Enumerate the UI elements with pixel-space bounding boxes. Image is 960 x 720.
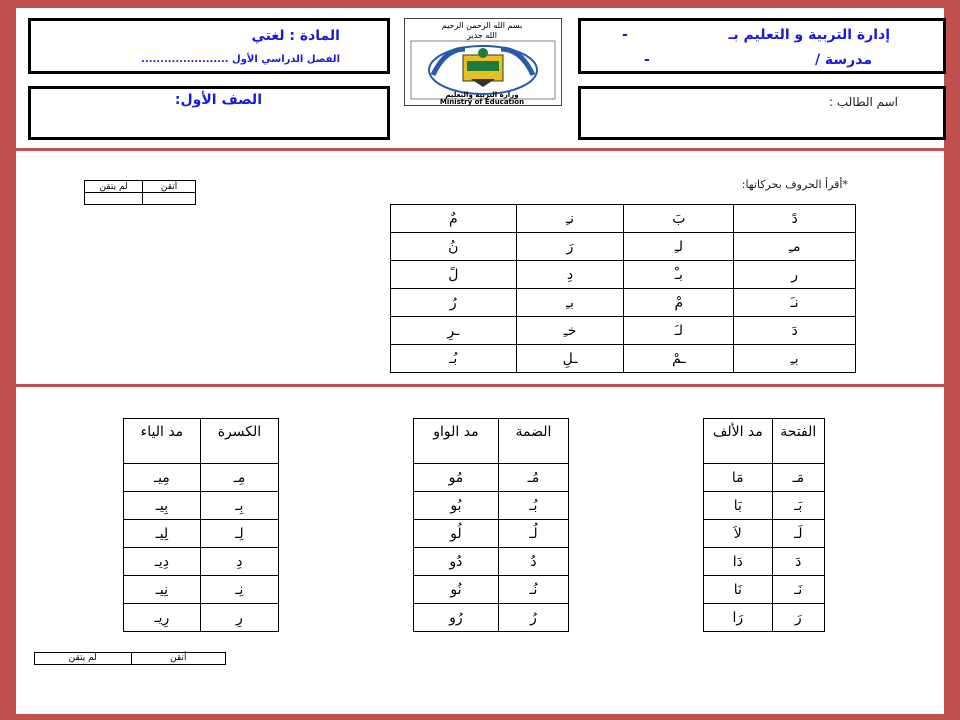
long-vowel-cell: بُو [414,492,499,520]
long-vowel-cell: لِيـ [124,520,201,548]
reading-cell: بَ [624,205,734,233]
vowel-row [414,520,569,548]
short-vowel-cell: لَـ [772,520,824,548]
vowel-row [704,576,825,604]
ministry-logo [404,18,562,106]
reading-cell: دِ [516,261,624,289]
ministry-name-ar: وزارة التربية والتعليم [445,91,519,99]
section-divider-2 [16,384,944,387]
long-vowel-header: مد الياء [124,419,201,464]
mastered-label: أتقن [143,181,196,193]
vowel-row [124,604,279,632]
short-vowel-cell: نَـ [772,576,824,604]
reading-cell: بـِ [734,345,856,373]
reading-row [391,205,856,233]
long-vowel-cell: نِيـ [124,576,201,604]
mastery-table-2 [34,652,226,665]
reading-row [391,261,856,289]
long-vowel-cell: لُو [414,520,499,548]
reading-cell: ـلِ [516,345,624,373]
vowel-row [124,548,279,576]
short-vowel-cell: دُ [498,548,568,576]
vowel-row [124,464,279,492]
long-vowel-cell: دَا [704,548,773,576]
long-vowel-cell: رَا [704,604,773,632]
vowel-row [414,464,569,492]
short-vowel-cell: رُ [498,604,568,632]
reading-cell: بـِ [516,289,624,317]
short-vowel-cell: دَ [772,548,824,576]
short-vowel-header: الكسرة [200,419,278,464]
not-mastered-label-2: لم يتقن [68,653,97,663]
reading-cell: ـمْ [624,345,734,373]
subject-box [28,18,390,74]
short-vowel-cell: مُـ [498,464,568,492]
mastered-cell[interactable] [143,193,196,205]
short-vowel-cell: دِ [200,548,278,576]
vowel-row [414,576,569,604]
short-vowel-cell: مِـ [200,464,278,492]
short-vowel-cell: بَـ [772,492,824,520]
reading-row [391,317,856,345]
reading-cell: نـِ [516,205,624,233]
long-vowel-cell: مَا [704,464,773,492]
reading-cell: دَ [734,317,856,345]
subject-label: المادة : لغتي [251,28,340,44]
vowel-row [704,520,825,548]
kasra-table [123,418,279,632]
long-vowel-cell: بِيـ [124,492,201,520]
ministry-name-en: Ministry of Education [439,98,525,106]
reading-cell: ـرِ [391,317,517,345]
school-label: مدرسة / [814,52,872,68]
reading-row [391,289,856,317]
mastery-table-1 [84,180,196,205]
long-vowel-cell: نُو [414,576,499,604]
reading-table [390,204,856,373]
reading-cell: دً [734,205,856,233]
reading-cell: ر [734,261,856,289]
short-vowel-cell: نُـ [498,576,568,604]
long-vowel-cell: دُو [414,548,499,576]
vowel-row [704,548,825,576]
long-vowel-header: مد الألف [704,419,773,464]
short-vowel-cell: لُـ [498,520,568,548]
reading-cell: مْ [624,289,734,317]
long-vowel-cell: بَا [704,492,773,520]
reading-cell: نُ [391,233,517,261]
vowel-row [414,548,569,576]
vowel-row [704,492,825,520]
vowel-row [704,604,825,632]
long-vowel-header: مد الواو [414,419,499,464]
reading-row [391,233,856,261]
long-vowel-cell: مِيـ [124,464,201,492]
long-vowel-cell: دِيـ [124,548,201,576]
school-dot: - [644,52,650,68]
long-vowel-cell: لاَ [704,520,773,548]
short-vowel-cell: لِـ [200,520,278,548]
vowel-row [124,520,279,548]
vowel-row [124,576,279,604]
short-vowel-cell: بِـ [200,492,278,520]
damma-table [413,418,569,632]
short-vowel-cell: بُـ [498,492,568,520]
not-mastered-label: لم يتقن [85,181,143,193]
admin-dot: - [622,27,628,43]
reading-cell: مٌ [391,205,517,233]
reading-cell: لـَ [624,317,734,345]
grade-label: الصف الأول: [174,92,262,108]
mastered-label-2: أتقن [131,653,226,664]
short-vowel-header: الفتحة [772,419,824,464]
long-vowel-cell: رُو [414,604,499,632]
vowel-row [124,492,279,520]
long-vowel-cell: نَا [704,576,773,604]
reading-row [391,345,856,373]
bismillah: بسم الله الرحمن الرحيم [441,21,523,30]
long-vowel-cell: مُو [414,464,499,492]
fatha-table [703,418,825,632]
vowel-row [414,604,569,632]
short-vowel-cell: مَـ [772,464,824,492]
admin-label: إدارة التربية و التعليم بـ [728,27,890,43]
student-name-label: اسم الطالب : [829,95,898,109]
reading-instruction: *أقرأ الحروف بحركاتها: [741,178,848,191]
short-vowel-header: الضمة [498,419,568,464]
reading-cell: مـِ [734,233,856,261]
reading-cell: رُ [391,289,517,317]
reading-cell: بُـ [391,345,517,373]
short-vowel-cell: رَ [772,604,824,632]
reading-cell: نـَ [734,289,856,317]
reading-cell: بـْ [624,261,734,289]
vowel-row [704,464,825,492]
reading-cell: لـِ [624,233,734,261]
reading-cell: رَ [516,233,624,261]
not-mastered-cell[interactable] [85,193,143,205]
reading-cell: خـِ [516,317,624,345]
semester-label: الفصل الدراسي الأول ....................... [141,54,340,65]
long-vowel-cell: رِيـ [124,604,201,632]
vowel-row [414,492,569,520]
short-vowel-cell: نِـ [200,576,278,604]
short-vowel-cell: رِ [200,604,278,632]
bismillah-line2: الله جدير [467,31,497,40]
section-divider-1 [16,148,944,151]
reading-cell: لً [391,261,517,289]
